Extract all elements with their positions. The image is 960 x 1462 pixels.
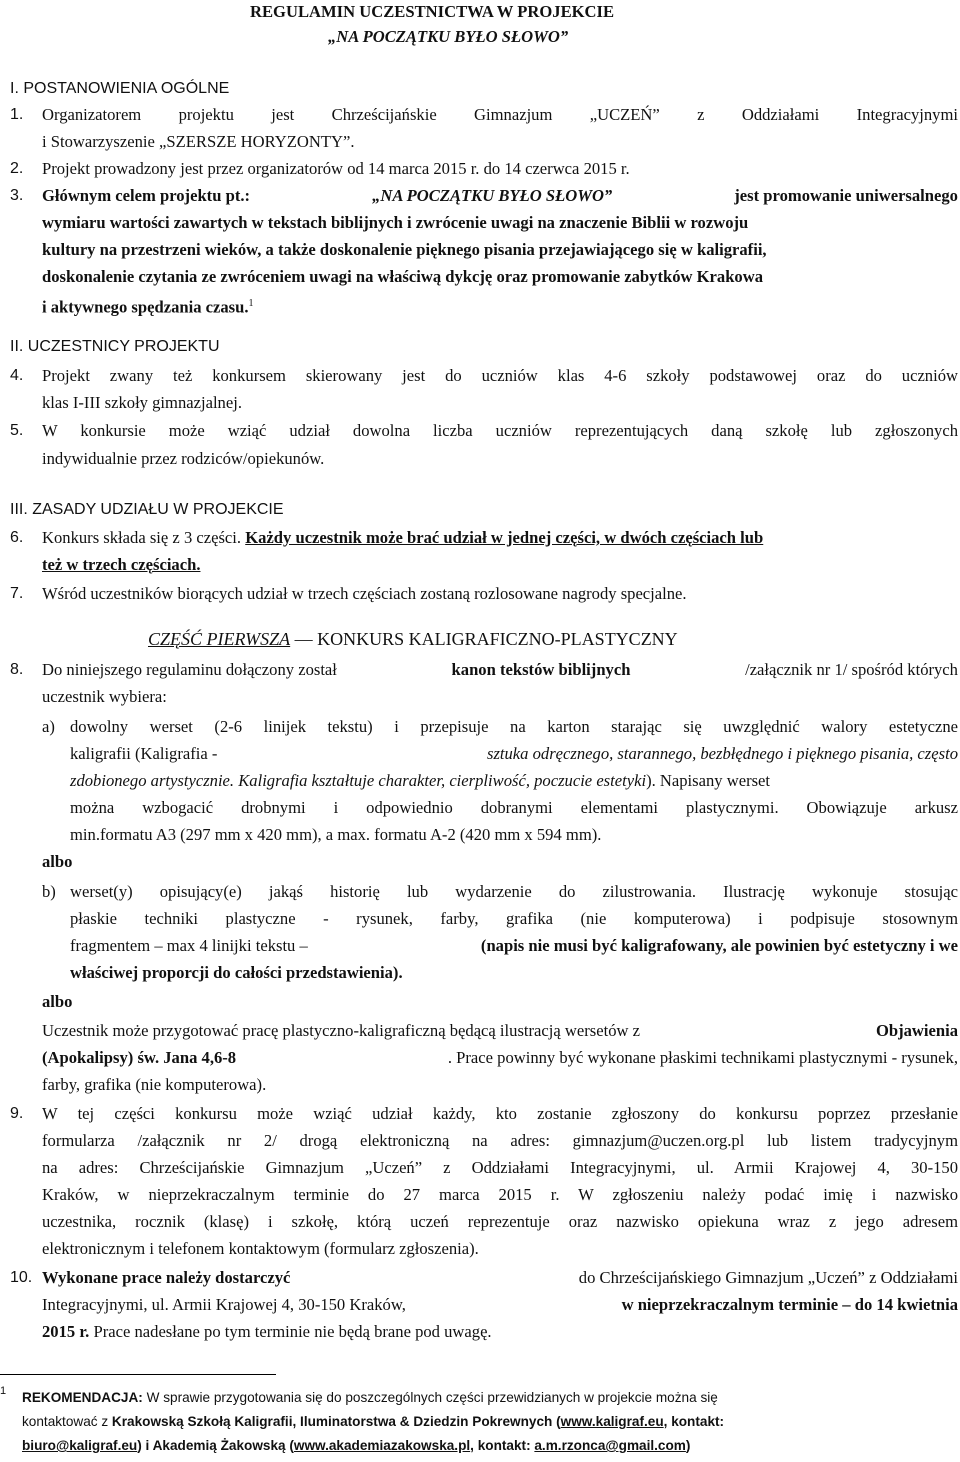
albo-separator: albo (42, 992, 73, 1011)
item-number: 7. (10, 585, 24, 602)
text: , kontakt: (470, 1438, 531, 1453)
text: fragmentem – max 4 linijki tekstu – (70, 936, 308, 955)
text: /załącznik nr 1/ spośród których (745, 660, 958, 679)
emphasis-text: też w trzech częściach. (42, 555, 201, 574)
paragraph-line: wymiaru wartości zawartych w tekstach biblijnych i zwrócenie uwagi na znaczenie Biblii w rozwoju (42, 213, 749, 232)
text: W sprawie przygotowania się do poszczególnych części przewidzianych w projekcie można się (146, 1390, 718, 1405)
emphasis-text: (napis nie musi być kaligrafowany, ale powinien być estetyczny i we (480, 936, 958, 955)
text: W tej części konkursu może wziąć udział każdy, kto zostanie zgłoszony do konkursu poprzez przesłanie (42, 1104, 958, 1123)
paragraph-line: klas I-III szkoły gimnazjalnej. (42, 393, 242, 412)
website-link[interactable]: www.akademiazakowska.pl (293, 1438, 471, 1453)
paragraph-line (42, 1044, 958, 1071)
text: ). Napisany werset (646, 771, 771, 790)
text: Projekt zwany też konkursem skierowany jest do uczniów klas 4-6 szkoły podstawowej oraz do uczniów (42, 366, 958, 385)
paragraph-line: elektronicznym i telefonem kontaktowym (formularz zgłoszenia). (42, 1239, 479, 1258)
paragraph-line (70, 932, 958, 959)
paragraph-line (42, 417, 958, 444)
text: na adres: Chrześcijańskie Gimnazjum „Uczeń” z Oddziałami Integracyjnymi, ul. Armii Krajowej 4, 30-150 (42, 1158, 958, 1177)
text: i aktywnego spędzania czasu. (42, 297, 249, 317)
paragraph-line (42, 1154, 958, 1181)
emphasis-text: (Apokalipsy) św. Jana 4,6-8 (42, 1048, 237, 1067)
text: kontaktować z (22, 1414, 109, 1429)
paragraph-line (42, 362, 958, 389)
paragraph-line (70, 740, 958, 767)
paragraph-line (42, 290, 254, 317)
footnote-marker: 1 (0, 1385, 7, 1397)
item-number: 10. (10, 1269, 33, 1286)
text: , kontakt: (663, 1414, 725, 1429)
list-marker: a) (42, 717, 55, 736)
paragraph-line (70, 905, 958, 932)
paragraph-line (42, 1208, 958, 1235)
section-heading-participants: II. UCZESTNICY PROJEKTU (10, 338, 220, 355)
part-label: CZĘŚĆ PIERWSZA (148, 629, 291, 649)
paragraph-line (42, 656, 958, 683)
list-marker: b) (42, 882, 56, 901)
text: dowolny werset (2-6 linijek tekstu) i przepisuje na karton starając się uwzględnić walory estetyczne (70, 717, 958, 736)
text: . Prace powinny być wykonane płaskimi technikami plastycznymi - rysunek, (447, 1048, 958, 1067)
emphasis-text: kanon tekstów biblijnych (451, 660, 631, 679)
email-link[interactable]: a.m.rzonca@gmail.com (534, 1438, 686, 1453)
paragraph-line: farby, grafika (nie komputerowa). (42, 1075, 267, 1094)
part-subtitle: — KONKURS KALIGRAFICZNO-PLASTYCZNY (294, 629, 678, 649)
item-number: 4. (10, 367, 24, 384)
paragraph-line (42, 1181, 958, 1208)
paragraph-line: indywidualnie przez rodziców/opiekunów. (42, 449, 325, 468)
item-number: 3. (10, 187, 24, 204)
text: można wzbogacić drobnymi i odpowiednio dobranymi elementami plastycznymi. Obowiązuje arkusz (70, 798, 958, 817)
text: Integracyjnymi, ul. Armii Krajowej 4, 30-150 Kraków, (42, 1295, 406, 1314)
item-number: 6. (10, 529, 24, 546)
text: ) i Akademią Żakowską ( (137, 1438, 294, 1453)
footnote-line (22, 1434, 958, 1461)
item-number: 2. (10, 160, 24, 177)
project-name-inline: „NA POCZĄTKU BYŁO SŁOWO” (372, 186, 613, 205)
paragraph-line: min.formatu A3 (297 mm x 420 mm), a max. formatu A-2 (420 mm x 594 mm). (70, 825, 602, 844)
text: formularza /załącznik nr 2/ drogą elektroniczną na adres: gimnazjum@uczen.org.pl lub listem tradycyjnym (42, 1131, 958, 1150)
paragraph-line (42, 182, 958, 209)
school-name: Krakowską Szkołą Kaligrafii, Iluminatorstwa & Dziedzin Pokrewnych ( (111, 1414, 561, 1429)
paragraph-line: doskonalenie czytania ze zwróceniem uwagi na właściwą dykcję oraz promowanie zabytków Krakowa (42, 267, 764, 286)
paragraph-line: uczestnik wybiera: (42, 687, 167, 706)
footnote-line (22, 1410, 958, 1437)
project-name: „NA POCZĄTKU BYŁO SŁOWO” (328, 27, 569, 46)
emphasis-text: w nieprzekraczalnym terminie – do 14 kwietnia (621, 1295, 958, 1314)
paragraph-line: Projekt prowadzony jest przez organizatorów od 14 marca 2015 r. do 14 czerwca 2015 r. (42, 159, 630, 178)
paragraph-line (70, 794, 958, 821)
paragraph-line: właściwej proporcji do całości przedstawienia). (70, 963, 403, 982)
definition-text: sztuka odręcznego, starannego, bezbłędnego i pięknego pisania, często (486, 744, 958, 763)
document-title: REGULAMIN UCZESTNICTWA W PROJEKCIE (250, 2, 615, 21)
albo-separator: albo (42, 852, 73, 871)
paragraph-line (70, 767, 770, 794)
emphasis-text: 2015 r. (42, 1322, 90, 1341)
item-number: 1. (10, 106, 24, 123)
paragraph-line (42, 1127, 958, 1154)
paragraph-line (42, 1318, 492, 1345)
section-heading-rules: III. ZASADY UDZIAŁU W PROJEKCIE (10, 501, 284, 518)
text: płaskie techniki plastyczne - rysunek, farby, grafika (nie komputerowa) i podpisuje stosownym (70, 909, 958, 928)
paragraph-line (70, 713, 958, 740)
emphasis-text: Wykonane prace należy dostarczyć (42, 1268, 291, 1287)
footnote-reference[interactable]: 1 (248, 298, 254, 309)
text: do Chrześcijańskiego Gimnazjum „Uczeń” z Oddziałami (578, 1268, 958, 1287)
section-heading-general: I. POSTANOWIENIA OGÓLNE (10, 80, 230, 97)
paragraph-line (42, 1264, 958, 1291)
paragraph-line (42, 524, 763, 551)
text: jest promowanie uniwersalnego (734, 186, 958, 205)
paragraph-line (42, 1017, 958, 1044)
part-one-title (148, 626, 678, 653)
paragraph-line (70, 878, 958, 905)
text: ) (685, 1438, 691, 1453)
paragraph-line (42, 1100, 958, 1127)
email-link[interactable]: biuro@kaligraf.eu (22, 1438, 138, 1453)
text: Głównym celem projektu pt.: (42, 186, 251, 205)
paragraph-line: kultury na przestrzeni wieków, a także doskonalenie pięknego pisania przejawiającego się w kaligrafii, (42, 240, 767, 259)
footnote-divider (0, 1374, 276, 1375)
item-number: 9. (10, 1105, 24, 1122)
paragraph-line (42, 101, 958, 128)
text: Prace nadesłane po tym terminie nie będą brane pod uwagę. (93, 1322, 492, 1341)
text: uczestnika, rocznik (klasę) i szkołę, którą uczeń reprezentuje oraz nazwisko opiekuna wraz z jego adresem (42, 1212, 958, 1231)
text: Uczestnik może przygotować pracę plastyczno-kaligraficzną będącą ilustracją wersetów z (42, 1021, 640, 1040)
text: Do niniejszego regulaminu dołączony został (42, 660, 337, 679)
emphasis-text: Każdy uczestnik może brać udział w jednej części, w dwóch częściach lub (245, 528, 764, 547)
text: kaligrafii (Kaligrafia - (70, 744, 218, 763)
footnote-line (22, 1386, 958, 1413)
paragraph-line (42, 1291, 958, 1318)
text: werset(y) opisujący(e) jakąś historię lub wydarzenie do zilustrowania. Ilustrację wykonuje stosując (70, 882, 958, 901)
text: Organizatorem projektu jest Chrześcijańskie Gimnazjum „UCZEŃ” z Oddziałami Integracyjnymi (42, 105, 958, 124)
emphasis-text: Objawienia (875, 1021, 958, 1040)
paragraph-line: i Stowarzyszenie „SZERSZE HORYZONTY”. (42, 132, 355, 151)
text: Konkurs składa się z 3 części. (42, 528, 242, 547)
text: Kraków, w nieprzekraczalnym terminie do 27 marca 2015 r. W zgłoszeniu należy podać imię i nazwisko (42, 1185, 958, 1204)
website-link[interactable]: www.kaligraf.eu (560, 1414, 664, 1429)
paragraph-line: Wśród uczestników biorących udział w trzech częściach zostaną rozlosowane nagrody specjalne. (42, 584, 687, 603)
text: W konkursie może wziąć udział dowolna liczba uczniów reprezentujących daną szkołę lub zgłoszonych (42, 421, 958, 440)
definition-text: zdobionego artystycznie. Kaligrafia kształtuje charakter, cierpliwość, poczucie estetyki (70, 771, 647, 790)
item-number: 8. (10, 661, 24, 678)
recommendation-label: REKOMENDACJA: (22, 1390, 143, 1405)
item-number: 5. (10, 422, 24, 439)
